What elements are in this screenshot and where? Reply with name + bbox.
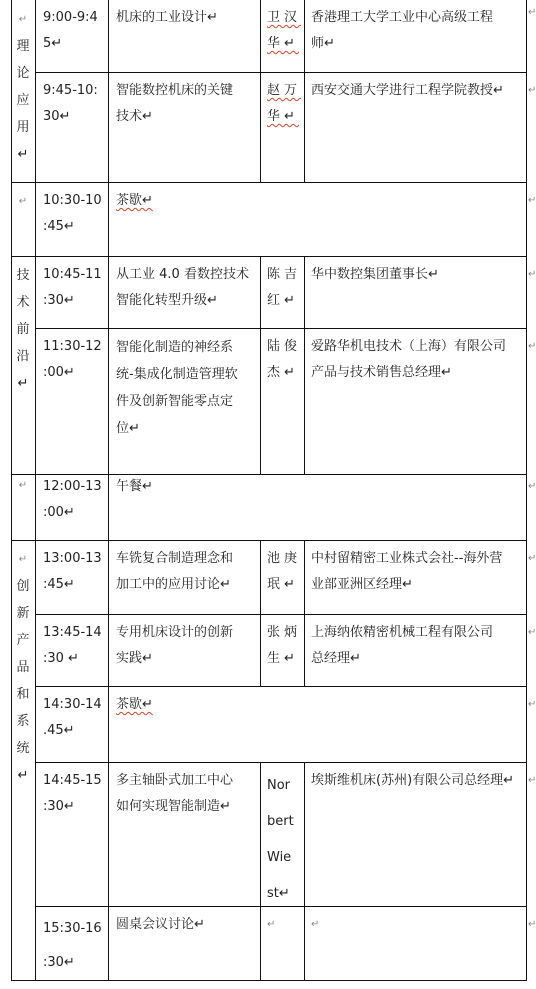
col-divider-topic: [260, 762, 261, 980]
session-speaker: 赵万 华↵: [267, 83, 302, 124]
paragraph-mark: ↵: [528, 775, 536, 786]
session-organization: 香港理工大学工业中心高级工程 师↵: [311, 10, 494, 51]
paragraph-mark: ↵: [528, 341, 536, 352]
col-divider-topic: [260, 0, 261, 182]
session-topic: 智能数控机床的关键 技术↵: [116, 83, 234, 124]
session-speaker: 卫汉 华↵: [267, 10, 302, 51]
section-char: 术: [16, 295, 30, 310]
col-divider-topic: [260, 256, 261, 474]
row-divider: [35, 762, 527, 763]
row-divider: [35, 72, 527, 73]
session-speaker: 张炳 生↵: [267, 625, 302, 666]
row-divider: [11, 540, 527, 541]
paragraph-mark: ↵: [528, 919, 536, 930]
section-char: 和: [16, 687, 30, 702]
paragraph-mark: ↵: [528, 627, 536, 638]
session-time: 11:30-12 :00↵: [43, 339, 102, 380]
section-char: 创: [16, 579, 30, 594]
table-border-bottom: [11, 980, 527, 981]
section-char: 理: [16, 39, 30, 54]
section-label-frontier: [12, 262, 34, 397]
session-time: 13:00-13 :45↵: [43, 551, 102, 592]
section-label-break: [12, 188, 34, 215]
row-divider: [35, 614, 527, 615]
session-speaker: Nor bert Wie st↵: [267, 778, 294, 901]
col-divider-speaker: [304, 540, 305, 686]
section-char: 品: [16, 660, 30, 675]
section-char: 前: [16, 322, 30, 337]
session-organization: ↵: [311, 919, 320, 930]
paragraph-mark: ↵: [528, 553, 536, 564]
section-char: ↵: [18, 14, 28, 25]
session-speaker: 池庚 珉↵: [267, 551, 302, 592]
session-topic: 机床的工业设计↵: [116, 10, 218, 25]
paragraph-mark: ↵: [528, 699, 536, 710]
section-char: 用↵: [16, 120, 30, 162]
row-divider: [35, 686, 527, 687]
session-topic: 从工业 4.0 看数控技术 智能化转型升级↵: [116, 267, 249, 308]
section-char: 新: [16, 606, 30, 621]
session-organization: 爱路华机电技术（上海）有限公司 产品与技术销售总经理↵: [311, 339, 507, 380]
col-divider-speaker: [304, 762, 305, 980]
session-speaker: ↵: [267, 919, 276, 930]
session-time: 9:00-9:4 5↵: [43, 10, 98, 51]
table-border-right: [526, 0, 527, 980]
section-char: 产: [16, 633, 30, 648]
section-label-theory: [12, 6, 34, 168]
session-speaker: 陈吉 红↵: [267, 267, 302, 308]
row-divider: [35, 328, 527, 329]
paragraph-mark: ↵: [528, 7, 536, 18]
paragraph-mark: ↵: [528, 481, 536, 492]
session-topic: 多主轴卧式加工中心 如何实现智能制造↵: [116, 773, 234, 814]
paragraph-mark: ↵: [528, 195, 536, 206]
session-organization: 埃斯维机床(苏州)有限公司总经理↵: [311, 773, 515, 788]
section-char: 技: [16, 268, 30, 283]
session-time: 10:45-11 :30↵: [43, 267, 102, 308]
session-organization: 上海纳侬精密机械工程有限公司 总经理↵: [311, 625, 494, 666]
session-time: 10:30-10 :45↵: [43, 193, 102, 234]
section-char: 沿↵: [16, 349, 30, 391]
section-char: 系: [16, 714, 30, 729]
col-divider-speaker: [304, 0, 305, 182]
session-time: 13:45-14 :30 ↵: [43, 625, 102, 666]
section-char: 统↵: [16, 741, 30, 783]
col-divider-topic: [260, 540, 261, 686]
session-organization: 华中数控集团董事长↵: [311, 267, 439, 282]
session-time: 15:30-16 :30↵: [43, 921, 102, 970]
col-divider-section: [35, 0, 36, 980]
session-topic: 车铣复合制造理念和 加工中的应用讨论↵: [116, 551, 234, 592]
session-speaker: 陆俊 杰↵: [267, 339, 302, 380]
session-topic: 午餐↵: [116, 479, 153, 494]
session-topic: 专用机床设计的创新 实践↵: [116, 625, 234, 666]
section-label-innovation: [12, 546, 34, 789]
session-organization: 西安交通大学进行工程学院教授↵: [311, 83, 504, 98]
session-topic: 智能化制造的神经系 统-集成化制造管理软 件及创新智能零点定 位↵: [116, 340, 238, 436]
session-topic: 圆桌会议讨论↵: [116, 917, 205, 932]
col-divider-time: [108, 0, 109, 980]
col-divider-speaker: [304, 256, 305, 474]
session-organization: 中村留精密工业株式会社--海外营 业部亚洲区经理↵: [311, 551, 503, 592]
row-divider: [11, 256, 527, 257]
section-char: ↵: [18, 480, 28, 491]
session-time: 9:45-10: 30↵: [43, 83, 98, 124]
session-topic: 茶歇↵: [116, 193, 153, 208]
session-topic: 茶歇↵: [116, 697, 153, 712]
section-label-lunch: [12, 472, 34, 499]
session-time: 14:30-14 .45↵: [43, 697, 102, 738]
session-time: 14:45-15 :30↵: [43, 773, 102, 814]
section-char: 论: [16, 66, 30, 81]
section-char: ↵: [18, 196, 28, 207]
paragraph-mark: ↵: [528, 269, 536, 280]
session-time: 12:00-13 :00↵: [43, 479, 102, 520]
row-divider: [11, 182, 527, 183]
section-char: 应: [16, 93, 30, 108]
paragraph-mark: ↵: [528, 85, 536, 96]
section-char: ↵: [18, 554, 28, 565]
